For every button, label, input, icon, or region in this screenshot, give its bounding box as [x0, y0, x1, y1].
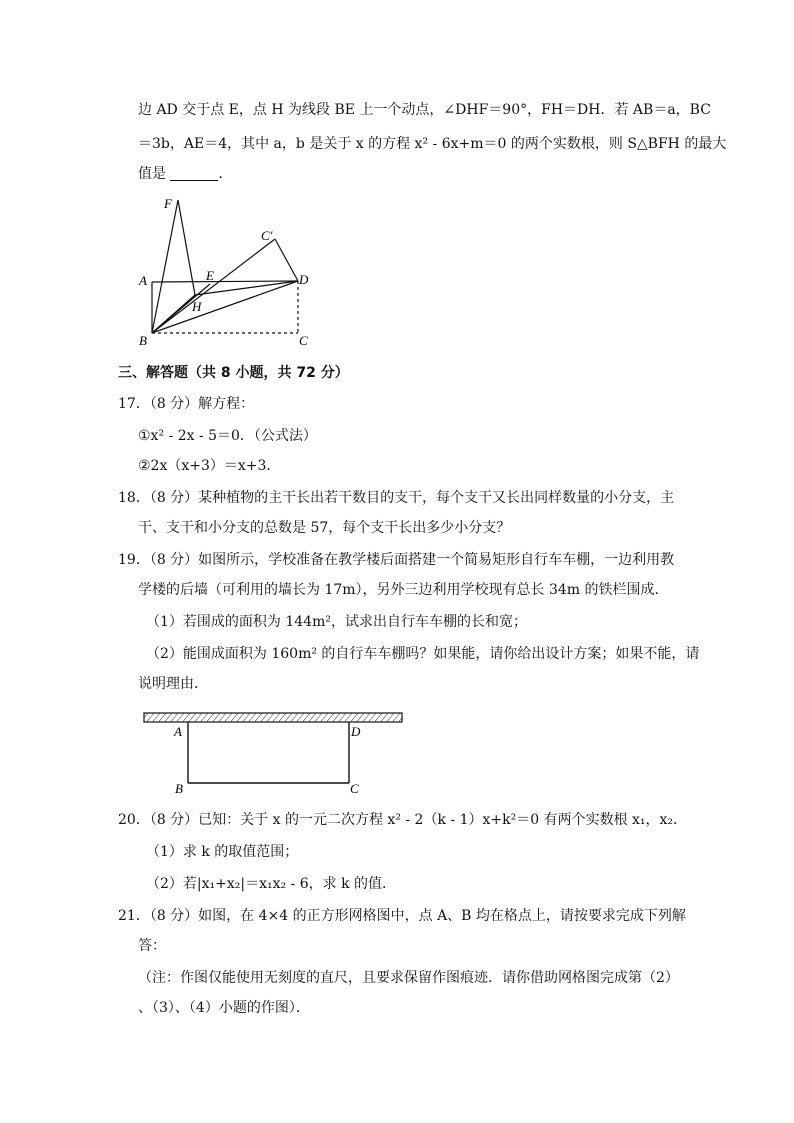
label-d: D — [351, 724, 361, 739]
q16-line3-text: 值是 — [138, 166, 166, 182]
q19-part1: （1）若围成的面积为 144m²，试求出自行车车棚的长和宽； — [146, 614, 527, 630]
q21-line1: 21．（8 分）如图，在 4×4 的正方形网格图中，点 A、B 均在格点上，请按要求完成下列解 — [118, 908, 686, 924]
label-c: C — [299, 333, 308, 348]
q19-line1: 19．（8 分）如图所示，学校准备在教学楼后面搭建一个简易矩形自行车车棚，一边利用教 — [118, 552, 675, 568]
section-title: 三、解答题（共 8 小题，共 72 分） — [118, 365, 349, 381]
q17-part1: ①x² - 2x - 5＝0．（公式法） — [138, 428, 317, 444]
segment-c-prime-d — [275, 239, 298, 281]
q16-line1: 边 AD 交于点 E，点 H 为线段 BE 上一个动点，∠DHF＝90°，FH＝DH．若 AB＝a，BC — [138, 102, 711, 118]
q21-note1: （注：作图仅能使用无刻度的直尺，且要求保留作图痕迹．请你借助网格图完成第（2） — [138, 970, 679, 986]
q21-note2: 、（3）、（4）小题的作图）． — [138, 1000, 310, 1016]
q21-line2: 答： — [138, 938, 166, 954]
label-e: E — [206, 268, 214, 283]
q18-line2: 干、支干和小分支的总数是 57，每个支干长出多少小分支？ — [138, 520, 511, 536]
q17-stem: 17．（8 分）解方程： — [118, 396, 255, 412]
label-d: D — [299, 272, 309, 287]
label-c: C — [350, 781, 359, 796]
q20-part2: （2）若|x₁+x₂|＝x₁x₂ - 6，求 k 的值． — [146, 876, 397, 892]
q16-line2: ＝3b，AE＝4，其中 a，b 是关于 x 的方程 x² - 6x+m＝0 的两个实数根，则 S△BFH 的最大 — [138, 136, 727, 152]
figure-q19 — [140, 708, 410, 798]
label-f: F — [164, 196, 172, 211]
wall — [144, 713, 402, 722]
segment-ad — [152, 281, 298, 282]
label-a: A — [139, 273, 147, 288]
q16-line3-end: ． — [218, 166, 233, 182]
label-b: B — [175, 781, 183, 796]
segment-bc-prime — [152, 239, 275, 333]
q17-part2: ②2x（x+3）＝x+3． — [138, 458, 281, 474]
q18-line1: 18．（8 分）某种植物的主干长出若干数目的支干，每个支干又长出同样数量的小分支，主 — [118, 490, 675, 506]
label-b: B — [139, 333, 147, 348]
q19-line2: 学楼的后墙（可利用的墙长为 17m），另外三边利用学校现有总长 34m 的铁栏围成． — [138, 582, 669, 598]
q20-line1: 20．（8 分）已知：关于 x 的一元二次方程 x² - 2（k - 1）x+k²＝0 有两个实数根 x₁，x₂． — [118, 812, 688, 828]
label-a: A — [174, 724, 182, 739]
answer-blank — [170, 166, 218, 181]
label-c-prime: C′ — [261, 228, 273, 243]
figure-q16 — [130, 192, 330, 352]
segment-bd — [152, 281, 298, 333]
q19-part2-line1: （2）能围成面积为 160m² 的自行车车棚吗？如果能，请你给出设计方案；如果不能，请 — [146, 646, 700, 662]
q19-part2-line2: 说明理由． — [138, 676, 208, 692]
segment-fh — [178, 200, 195, 295]
q20-part1: （1）求 k 的取值范围； — [146, 844, 299, 860]
q16-line3 — [138, 164, 232, 184]
label-h: H — [192, 299, 202, 314]
